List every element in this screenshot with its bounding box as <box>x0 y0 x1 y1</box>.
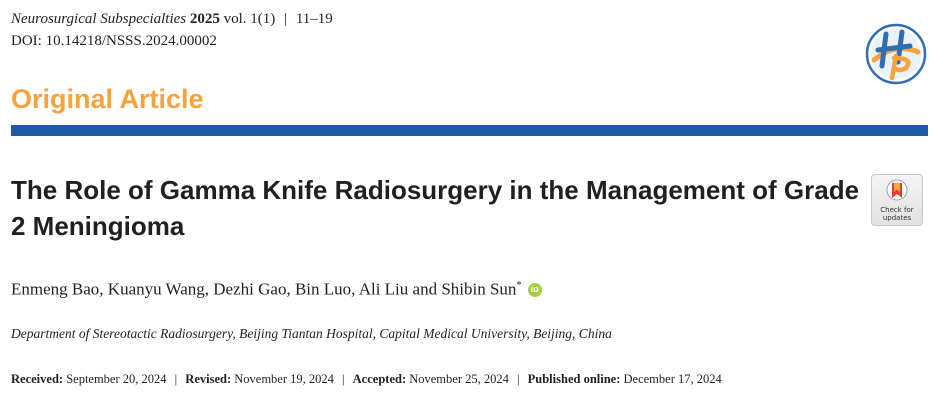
citation-separator: | <box>284 11 288 27</box>
journal-year: 2025 <box>189 11 220 27</box>
accepted-label: Accepted: <box>352 372 407 386</box>
revised-date: November 19, 2024 <box>234 372 334 386</box>
journal-logo-icon <box>864 22 928 86</box>
received-date: September 20, 2024 <box>66 372 167 386</box>
author-list <box>11 275 542 301</box>
date-separator: | <box>517 372 520 386</box>
author-names: Enmeng Bao, Kuanyu Wang, Dezhi Gao, Bin Luo, Ali Liu and Shibin Sun <box>11 279 517 299</box>
journal-pages: 11–19 <box>295 11 333 27</box>
published-date: December 17, 2024 <box>623 372 722 386</box>
received-label: Received: <box>11 372 64 386</box>
header-rule <box>11 125 928 136</box>
check-for-updates-button[interactable] <box>871 174 923 226</box>
journal-citation <box>11 10 333 29</box>
article-title: The Role of Gamma Knife Radiosurgery in the Management of Grade 2 Meningioma <box>11 175 860 241</box>
revised-label: Revised: <box>185 372 232 386</box>
check-for-updates-label: Check for updates <box>880 206 914 222</box>
affiliation: Department of Stereotactic Radiosurgery, Beijing Tiantan Hospital, Capital Medical University, Beijing, China <box>11 326 612 341</box>
published-label: Published online: <box>527 372 621 386</box>
orcid-icon[interactable]: iD <box>528 283 542 297</box>
journal-volume: vol. 1(1) <box>223 11 276 27</box>
corresponding-author-mark: * <box>516 280 522 291</box>
bookmark-icon <box>886 179 908 205</box>
article-type-heading: Original Article <box>11 84 204 114</box>
doi[interactable]: DOI: 10.14218/NSSS.2024.00002 <box>11 33 217 49</box>
date-separator: | <box>174 372 178 386</box>
accepted-date: November 25, 2024 <box>409 372 509 386</box>
journal-name: Neurosurgical Subspecialties <box>11 11 187 27</box>
date-separator: | <box>342 372 345 386</box>
article-dates <box>11 371 722 387</box>
